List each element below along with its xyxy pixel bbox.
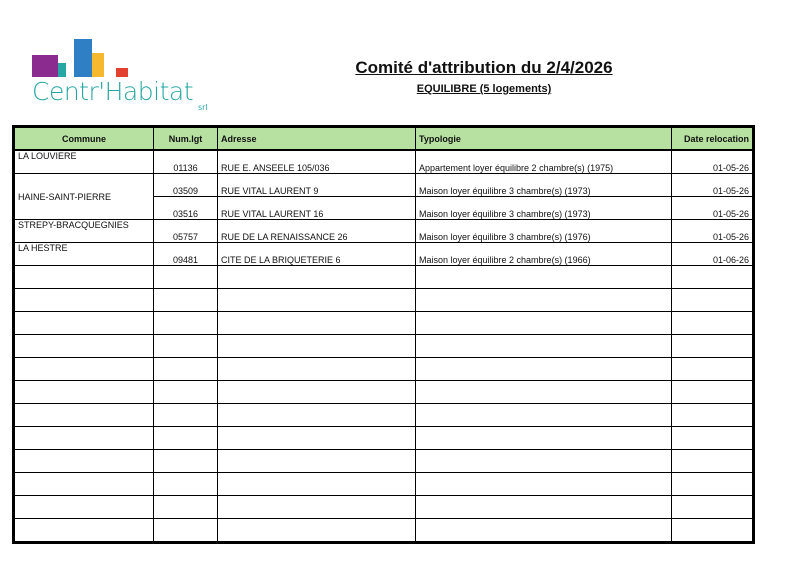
empty-cell: [154, 335, 218, 358]
empty-cell: [14, 427, 154, 450]
empty-cell: [218, 312, 416, 335]
empty-cell: [218, 404, 416, 427]
empty-cell: [416, 358, 672, 381]
empty-cell: [154, 450, 218, 473]
empty-cell: [154, 404, 218, 427]
empty-cell: [416, 404, 672, 427]
page-subtitle: EQUILIBRE (5 logements): [416, 83, 552, 95]
empty-cell: [416, 450, 672, 473]
cell-commune: LA HESTRE: [14, 243, 154, 266]
cell-adresse: RUE VITAL LAURENT 9: [218, 174, 416, 197]
empty-table-row: [14, 519, 754, 543]
empty-cell: [672, 404, 754, 427]
logo-bar-yellow: [92, 53, 104, 77]
empty-cell: [416, 473, 672, 496]
cell-date-relocation: 01-05-26: [672, 197, 754, 220]
empty-cell: [14, 335, 154, 358]
cell-commune: HAINE-SAINT-PIERRE: [14, 174, 154, 220]
empty-cell: [416, 381, 672, 404]
table-row: [14, 243, 754, 266]
cell-typologie: Appartement loyer équilibre 2 chambre(s) (1975): [416, 150, 672, 174]
empty-cell: [416, 427, 672, 450]
empty-cell: [672, 312, 754, 335]
empty-cell: [154, 266, 218, 289]
table-header-row: [14, 127, 754, 151]
cell-adresse: RUE DE LA RENAISSANCE 26: [218, 220, 416, 243]
empty-cell: [672, 427, 754, 450]
empty-cell: [672, 519, 754, 543]
empty-cell: [218, 381, 416, 404]
empty-cell: [672, 473, 754, 496]
table-row: [14, 174, 754, 197]
table-row: [14, 150, 754, 174]
empty-table-row: [14, 427, 754, 450]
logo-bar-purple: [32, 55, 58, 77]
empty-cell: [672, 496, 754, 519]
empty-table-row: [14, 450, 754, 473]
cell-date-relocation: 01-06-26: [672, 243, 754, 266]
empty-cell: [154, 519, 218, 543]
cell-commune: LA LOUVIERE: [14, 150, 154, 174]
empty-table-row: [14, 266, 754, 289]
empty-cell: [218, 519, 416, 543]
logo-wordmark: Centr'Habitat: [32, 77, 193, 106]
empty-cell: [416, 496, 672, 519]
empty-cell: [154, 358, 218, 381]
allocation-table: [12, 125, 755, 544]
empty-rows: [14, 266, 754, 543]
col-header-date-relocation: Date relocation: [672, 127, 754, 151]
cell-date-relocation: 01-05-26: [672, 220, 754, 243]
empty-table-row: [14, 381, 754, 404]
cell-num-lgt: 01136: [154, 150, 218, 174]
empty-cell: [14, 312, 154, 335]
empty-table-row: [14, 289, 754, 312]
empty-cell: [672, 358, 754, 381]
table-row: [14, 220, 754, 243]
centr-habitat-logo: [30, 39, 215, 111]
empty-cell: [14, 519, 154, 543]
col-header-commune: Commune: [14, 127, 154, 151]
empty-cell: [218, 266, 416, 289]
page-title: Comité d'attribution du 2/4/2026: [355, 58, 613, 77]
empty-cell: [14, 381, 154, 404]
empty-cell: [154, 496, 218, 519]
empty-cell: [416, 519, 672, 543]
empty-cell: [14, 473, 154, 496]
cell-typologie: Maison loyer équilibre 3 chambre(s) (1973): [416, 174, 672, 197]
empty-cell: [672, 335, 754, 358]
empty-cell: [416, 335, 672, 358]
cell-typologie: Maison loyer équilibre 3 chambre(s) (1976): [416, 220, 672, 243]
empty-cell: [416, 312, 672, 335]
empty-cell: [218, 427, 416, 450]
empty-table-row: [14, 312, 754, 335]
empty-cell: [218, 335, 416, 358]
empty-cell: [14, 450, 154, 473]
empty-cell: [154, 427, 218, 450]
empty-cell: [416, 289, 672, 312]
col-header-num-lgt: Num.lgt: [154, 127, 218, 151]
cell-date-relocation: 01-05-26: [672, 174, 754, 197]
empty-cell: [14, 496, 154, 519]
cell-date-relocation: 01-05-26: [672, 150, 754, 174]
cell-num-lgt: 05757: [154, 220, 218, 243]
cell-num-lgt: 03509: [154, 174, 218, 197]
empty-table-row: [14, 496, 754, 519]
empty-table-row: [14, 404, 754, 427]
cell-adresse: RUE E. ANSEELE 105/036: [218, 150, 416, 174]
empty-cell: [218, 473, 416, 496]
empty-table-row: [14, 473, 754, 496]
empty-cell: [154, 473, 218, 496]
empty-cell: [14, 289, 154, 312]
logo-bar-teal: [58, 63, 66, 77]
cell-typologie: Maison loyer équilibre 2 chambre(s) (1966): [416, 243, 672, 266]
logo-bar-blue: [74, 39, 92, 77]
col-header-adresse: Adresse: [218, 127, 416, 151]
cell-num-lgt: 03516: [154, 197, 218, 220]
empty-table-row: [14, 335, 754, 358]
empty-cell: [154, 312, 218, 335]
empty-cell: [416, 266, 672, 289]
empty-cell: [672, 381, 754, 404]
cell-adresse: RUE VITAL LAURENT 16: [218, 197, 416, 220]
empty-cell: [14, 266, 154, 289]
empty-cell: [14, 404, 154, 427]
empty-table-row: [14, 358, 754, 381]
cell-num-lgt: 09481: [154, 243, 218, 266]
logo-bar-red: [116, 68, 128, 77]
col-header-typologie: Typologie: [416, 127, 672, 151]
empty-cell: [672, 289, 754, 312]
empty-cell: [14, 358, 154, 381]
empty-cell: [154, 289, 218, 312]
cell-typologie: Maison loyer équilibre 3 chambre(s) (1973): [416, 197, 672, 220]
empty-cell: [218, 450, 416, 473]
empty-cell: [154, 381, 218, 404]
empty-cell: [218, 358, 416, 381]
cell-commune: STREPY-BRACQUEGNIES: [14, 220, 154, 243]
empty-cell: [672, 450, 754, 473]
empty-cell: [672, 266, 754, 289]
cell-adresse: CITE DE LA BRIQUETERIE 6: [218, 243, 416, 266]
logo-suffix: srl: [198, 103, 208, 112]
empty-cell: [218, 496, 416, 519]
empty-cell: [218, 289, 416, 312]
